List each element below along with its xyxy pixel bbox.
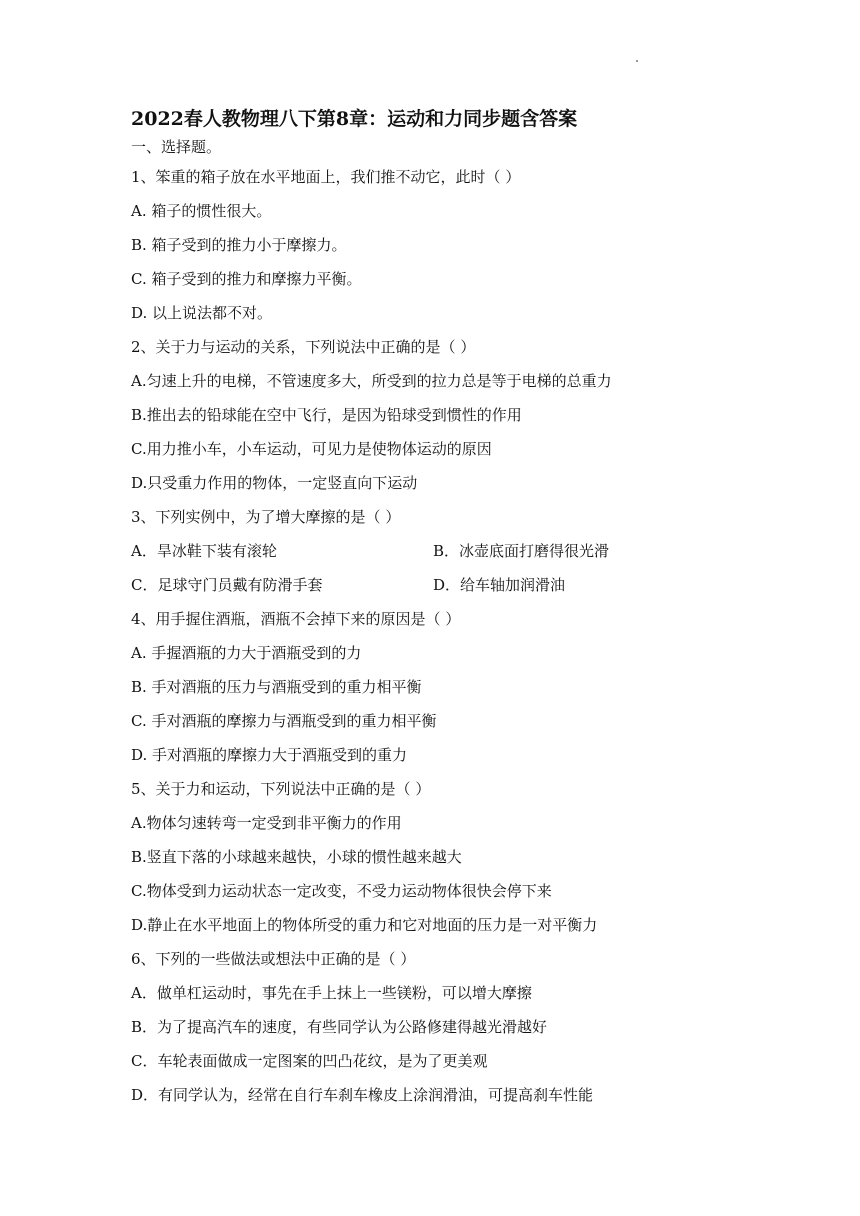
option-d: D.静止在水平地面上的物体所受的重力和它对地面的压力是一对平衡力: [131, 916, 598, 934]
option-a: A. 手握酒瓶的力大于酒瓶受到的力: [131, 644, 362, 662]
question-3: [131, 500, 771, 602]
option-d: D. 手对酒瓶的摩擦力大于酒瓶受到的重力: [131, 746, 408, 764]
option-b: B.竖直下落的小球越来越快，小球的惯性越来越大: [131, 848, 462, 866]
question-stem: 1、笨重的箱子放在水平地面上，我们推不动它，此时（ ）: [131, 168, 521, 186]
question-stem: 3、下列实例中，为了增大摩擦的是（ ）: [131, 508, 401, 526]
option-b: B. 箱子受到的推力小于摩擦力。: [131, 236, 347, 254]
option-b: B．为了提高汽车的速度，有些同学认为公路修建得越光滑越好: [131, 1018, 548, 1036]
option-a: A．旱冰鞋下装有滚轮: [131, 542, 277, 560]
option-row-cd: [131, 568, 771, 602]
option-c: C．足球守门员戴有防滑手套: [131, 576, 323, 594]
question-2: [131, 330, 771, 500]
question-stem: 5、关于力和运动，下列说法中正确的是（ ）: [131, 780, 431, 798]
option-row-ab: [131, 534, 771, 568]
question-1: [131, 160, 771, 330]
option-c: C. 手对酒瓶的摩擦力与酒瓶受到的重力相平衡: [131, 712, 437, 730]
option-c: C.物体受到力运动状态一定改变，不受力运动物体很快会停下来: [131, 882, 552, 900]
option-a: A.匀速上升的电梯，不管速度多大，所受到的拉力总是等于电梯的总重力: [131, 372, 612, 390]
question-stem: 2、关于力与运动的关系，下列说法中正确的是（ ）: [131, 338, 476, 356]
question-stem: 6、下列的一些做法或想法中正确的是（ ）: [131, 950, 416, 968]
option-c: C．车轮表面做成一定图案的凹凸花纹，是为了更美观: [131, 1052, 488, 1070]
worksheet-body: [131, 104, 771, 1112]
document-title: 2022春人教物理八下第8章：运动和力同步题含答案: [131, 108, 578, 130]
section-heading: 一、选择题。: [131, 138, 222, 156]
option-d: D.只受重力作用的物体，一定竖直向下运动: [131, 474, 418, 492]
option-c: C. 箱子受到的推力和摩擦力平衡。: [131, 270, 362, 288]
option-d: D. 以上说法都不对。: [131, 304, 273, 322]
option-b: B．冰壶底面打磨得很光滑: [433, 542, 610, 560]
option-a: A. 箱子的惯性很大。: [131, 202, 272, 220]
option-c: C.用力推小车，小车运动，可见力是使物体运动的原因: [131, 440, 492, 458]
option-a: A.物体匀速转弯一定受到非平衡力的作用: [131, 814, 402, 832]
option-a: A．做单杠运动时，事先在手上抹上一些镁粉，可以增大摩擦: [131, 984, 532, 1002]
option-d: D．给车轴加润滑油: [433, 576, 566, 594]
question-6: [131, 942, 771, 1112]
option-d: D．有同学认为，经常在自行车刹车橡皮上涂润滑油，可提高刹车性能: [131, 1086, 594, 1104]
page-dot-mark: [636, 60, 638, 62]
question-5: [131, 772, 771, 942]
question-stem: 4、用手握住酒瓶，酒瓶不会掉下来的原因是（ ）: [131, 610, 461, 628]
option-b: B.推出去的铅球能在空中飞行，是因为铅球受到惯性的作用: [131, 406, 522, 424]
option-b: B. 手对酒瓶的压力与酒瓶受到的重力相平衡: [131, 678, 422, 696]
question-4: [131, 602, 771, 772]
